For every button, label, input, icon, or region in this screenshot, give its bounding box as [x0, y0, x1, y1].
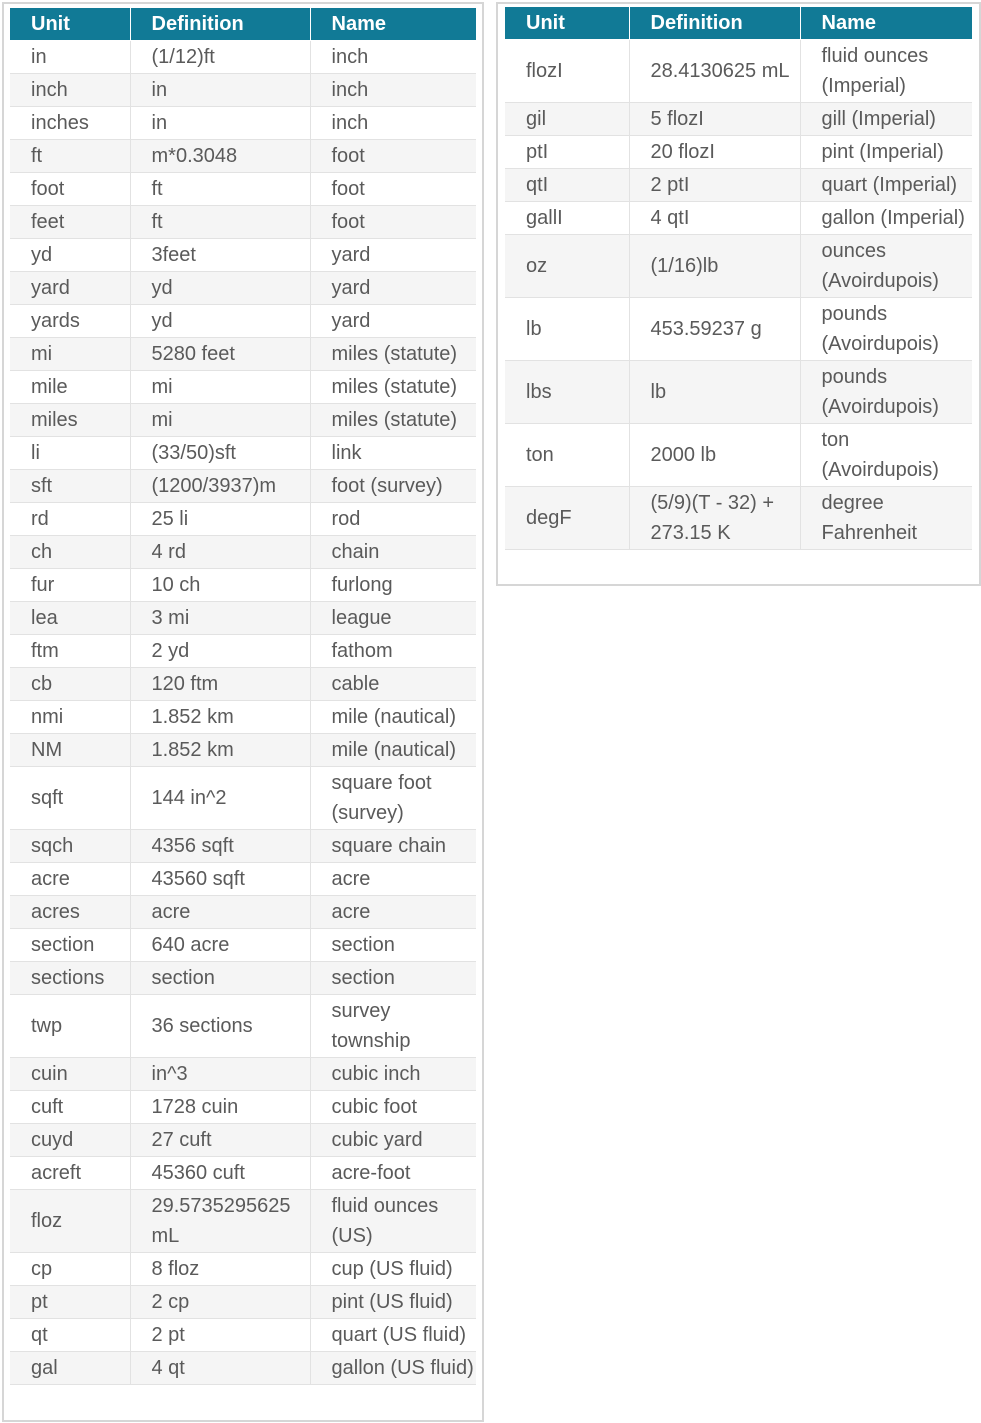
cell-definition: m*0.3048 [130, 140, 310, 173]
cell-name: foot [310, 206, 476, 239]
cell-name: ounces (Avoirdupois) [800, 235, 972, 298]
cell-definition: 5280 feet [130, 338, 310, 371]
table-row [505, 103, 972, 136]
table-row [10, 536, 476, 569]
cell-unit: qt [10, 1319, 130, 1352]
cell-unit: ftm [10, 635, 130, 668]
table-row [505, 169, 972, 202]
cell-definition: 1.852 km [130, 734, 310, 767]
cell-unit: section [10, 929, 130, 962]
cell-unit: rd [10, 503, 130, 536]
cell-definition: 29.5735295625 mL [130, 1190, 310, 1253]
cell-definition: ft [130, 206, 310, 239]
cell-definition: yd [130, 272, 310, 305]
cell-name: acre-foot [310, 1157, 476, 1190]
table-row [505, 361, 972, 424]
cell-unit: cuft [10, 1091, 130, 1124]
cell-definition: 20 flozI [629, 136, 800, 169]
table-row [10, 107, 476, 140]
table-row [10, 569, 476, 602]
cell-name: yard [310, 305, 476, 338]
table-row [505, 298, 972, 361]
table-row [10, 929, 476, 962]
cell-name: foot (survey) [310, 470, 476, 503]
table-row [10, 74, 476, 107]
cell-unit: yard [10, 272, 130, 305]
units-table-right [505, 7, 972, 550]
table-row [10, 767, 476, 830]
cell-name: miles (statute) [310, 338, 476, 371]
table-row [10, 1157, 476, 1190]
cell-name: pint (Imperial) [800, 136, 972, 169]
cell-name: inch [310, 74, 476, 107]
cell-name: inch [310, 41, 476, 74]
cell-name: cubic foot [310, 1091, 476, 1124]
table-row [10, 830, 476, 863]
table-row [10, 173, 476, 206]
cell-definition: 4 rd [130, 536, 310, 569]
table-row [10, 962, 476, 995]
table-row [10, 338, 476, 371]
cell-definition: 45360 cuft [130, 1157, 310, 1190]
column-header-name: Name [800, 7, 972, 40]
table-row [10, 1190, 476, 1253]
cell-name: furlong [310, 569, 476, 602]
table-row [10, 1253, 476, 1286]
table-row [10, 734, 476, 767]
cell-unit: gallI [505, 202, 629, 235]
cell-definition: 5 flozI [629, 103, 800, 136]
cell-definition: section [130, 962, 310, 995]
cell-unit: NM [10, 734, 130, 767]
cell-unit: cuyd [10, 1124, 130, 1157]
column-header-unit: Unit [10, 8, 130, 41]
cell-name: acre [310, 863, 476, 896]
table-row [10, 995, 476, 1058]
cell-definition: 3 mi [130, 602, 310, 635]
cell-name: cubic yard [310, 1124, 476, 1157]
table-row [10, 635, 476, 668]
cell-name: miles (statute) [310, 404, 476, 437]
cell-name: fluid ounces (Imperial) [800, 40, 972, 103]
cell-name: pint (US fluid) [310, 1286, 476, 1319]
cell-unit: cp [10, 1253, 130, 1286]
cell-definition: (1/16)lb [629, 235, 800, 298]
table-row [10, 863, 476, 896]
cell-definition: yd [130, 305, 310, 338]
table-row [505, 487, 972, 550]
cell-name: gill (Imperial) [800, 103, 972, 136]
cell-unit: acre [10, 863, 130, 896]
cell-unit: sqch [10, 830, 130, 863]
cell-name: fluid ounces (US) [310, 1190, 476, 1253]
cell-name: fathom [310, 635, 476, 668]
cell-name: ton (Avoirdupois) [800, 424, 972, 487]
table-row [10, 503, 476, 536]
cell-unit: feet [10, 206, 130, 239]
cell-name: miles (statute) [310, 371, 476, 404]
cell-definition: mi [130, 404, 310, 437]
column-header-unit: Unit [505, 7, 629, 40]
table-row [505, 136, 972, 169]
cell-definition: 4 qtI [629, 202, 800, 235]
cell-definition: 2 cp [130, 1286, 310, 1319]
cell-unit: mi [10, 338, 130, 371]
table-row [10, 140, 476, 173]
cell-name: gallon (Imperial) [800, 202, 972, 235]
cell-unit: qtI [505, 169, 629, 202]
cell-definition: acre [130, 896, 310, 929]
cell-name: quart (US fluid) [310, 1319, 476, 1352]
cell-definition: 3feet [130, 239, 310, 272]
cell-name: pounds (Avoirdupois) [800, 298, 972, 361]
cell-unit: acreft [10, 1157, 130, 1190]
cell-definition: 2 ptI [629, 169, 800, 202]
cell-unit: gil [505, 103, 629, 136]
cell-name: mile (nautical) [310, 734, 476, 767]
table-row [10, 896, 476, 929]
table-header-row [10, 8, 476, 41]
cell-unit: floz [10, 1190, 130, 1253]
cell-unit: inch [10, 74, 130, 107]
cell-unit: sections [10, 962, 130, 995]
table-row [10, 1286, 476, 1319]
cell-name: foot [310, 140, 476, 173]
cell-unit: inches [10, 107, 130, 140]
cell-unit: ft [10, 140, 130, 173]
cell-unit: cb [10, 668, 130, 701]
column-header-definition: Definition [629, 7, 800, 40]
table-row [10, 1058, 476, 1091]
cell-unit: gal [10, 1352, 130, 1385]
cell-unit: yd [10, 239, 130, 272]
cell-name: acre [310, 896, 476, 929]
cell-unit: ton [505, 424, 629, 487]
cell-definition: ft [130, 173, 310, 206]
table-row [10, 437, 476, 470]
cell-definition: 120 ftm [130, 668, 310, 701]
cell-name: section [310, 962, 476, 995]
cell-unit: ptI [505, 136, 629, 169]
cell-definition: 43560 sqft [130, 863, 310, 896]
cell-name: quart (Imperial) [800, 169, 972, 202]
cell-unit: lea [10, 602, 130, 635]
table-row [10, 470, 476, 503]
table-row [10, 1124, 476, 1157]
table-row [10, 239, 476, 272]
cell-name: square chain [310, 830, 476, 863]
cell-name: league [310, 602, 476, 635]
cell-name: degree Fahrenheit [800, 487, 972, 550]
table-row [10, 404, 476, 437]
cell-definition: 2 pt [130, 1319, 310, 1352]
table-row [505, 235, 972, 298]
cell-definition: 28.4130625 mL [629, 40, 800, 103]
cell-definition: (1/12)ft [130, 41, 310, 74]
table-row [505, 202, 972, 235]
table-row [10, 1091, 476, 1124]
cell-unit: lb [505, 298, 629, 361]
table-row [10, 1319, 476, 1352]
right-table-panel [496, 2, 981, 586]
cell-definition: 10 ch [130, 569, 310, 602]
cell-definition: in [130, 74, 310, 107]
cell-definition: (5/9)(T - 32) + 273.15 K [629, 487, 800, 550]
cell-definition: 25 li [130, 503, 310, 536]
table-row [10, 701, 476, 734]
cell-unit: foot [10, 173, 130, 206]
cell-definition: 453.59237 g [629, 298, 800, 361]
cell-name: yard [310, 272, 476, 305]
table-row [10, 668, 476, 701]
table-row [10, 41, 476, 74]
cell-name: foot [310, 173, 476, 206]
table-row [10, 272, 476, 305]
cell-name: gallon (US fluid) [310, 1352, 476, 1385]
cell-definition: 8 floz [130, 1253, 310, 1286]
cell-definition: mi [130, 371, 310, 404]
cell-unit: twp [10, 995, 130, 1058]
cell-unit: li [10, 437, 130, 470]
cell-unit: mile [10, 371, 130, 404]
cell-definition: 1.852 km [130, 701, 310, 734]
cell-unit: cuin [10, 1058, 130, 1091]
cell-definition: 36 sections [130, 995, 310, 1058]
cell-definition: (1200/3937)m [130, 470, 310, 503]
cell-name: chain [310, 536, 476, 569]
table-header-row [505, 7, 972, 40]
cell-definition: 27 cuft [130, 1124, 310, 1157]
cell-definition: lb [629, 361, 800, 424]
table-row [505, 40, 972, 103]
column-header-definition: Definition [130, 8, 310, 41]
cell-unit: sft [10, 470, 130, 503]
cell-definition: 2 yd [130, 635, 310, 668]
table-row [10, 305, 476, 338]
left-table-panel [2, 2, 484, 1422]
cell-name: cable [310, 668, 476, 701]
cell-definition: (33/50)sft [130, 437, 310, 470]
cell-name: square foot (survey) [310, 767, 476, 830]
cell-definition: 640 acre [130, 929, 310, 962]
cell-definition: in^3 [130, 1058, 310, 1091]
cell-name: cubic inch [310, 1058, 476, 1091]
cell-unit: oz [505, 235, 629, 298]
cell-definition: 144 in^2 [130, 767, 310, 830]
cell-unit: fur [10, 569, 130, 602]
units-table-left [10, 8, 476, 1385]
cell-unit: yards [10, 305, 130, 338]
cell-unit: pt [10, 1286, 130, 1319]
cell-name: cup (US fluid) [310, 1253, 476, 1286]
cell-unit: flozI [505, 40, 629, 103]
cell-unit: miles [10, 404, 130, 437]
table-row [10, 206, 476, 239]
cell-unit: lbs [505, 361, 629, 424]
cell-definition: 2000 lb [629, 424, 800, 487]
table-row [505, 424, 972, 487]
cell-name: yard [310, 239, 476, 272]
cell-unit: acres [10, 896, 130, 929]
cell-name: pounds (Avoirdupois) [800, 361, 972, 424]
cell-definition: 4356 sqft [130, 830, 310, 863]
cell-name: inch [310, 107, 476, 140]
cell-definition: 4 qt [130, 1352, 310, 1385]
table-row [10, 1352, 476, 1385]
cell-name: rod [310, 503, 476, 536]
cell-name: link [310, 437, 476, 470]
column-header-name: Name [310, 8, 476, 41]
cell-definition: in [130, 107, 310, 140]
cell-definition: 1728 cuin [130, 1091, 310, 1124]
cell-unit: nmi [10, 701, 130, 734]
table-row [10, 602, 476, 635]
cell-name: survey township [310, 995, 476, 1058]
cell-unit: degF [505, 487, 629, 550]
cell-unit: ch [10, 536, 130, 569]
cell-name: section [310, 929, 476, 962]
cell-unit: in [10, 41, 130, 74]
table-row [10, 371, 476, 404]
cell-name: mile (nautical) [310, 701, 476, 734]
cell-unit: sqft [10, 767, 130, 830]
